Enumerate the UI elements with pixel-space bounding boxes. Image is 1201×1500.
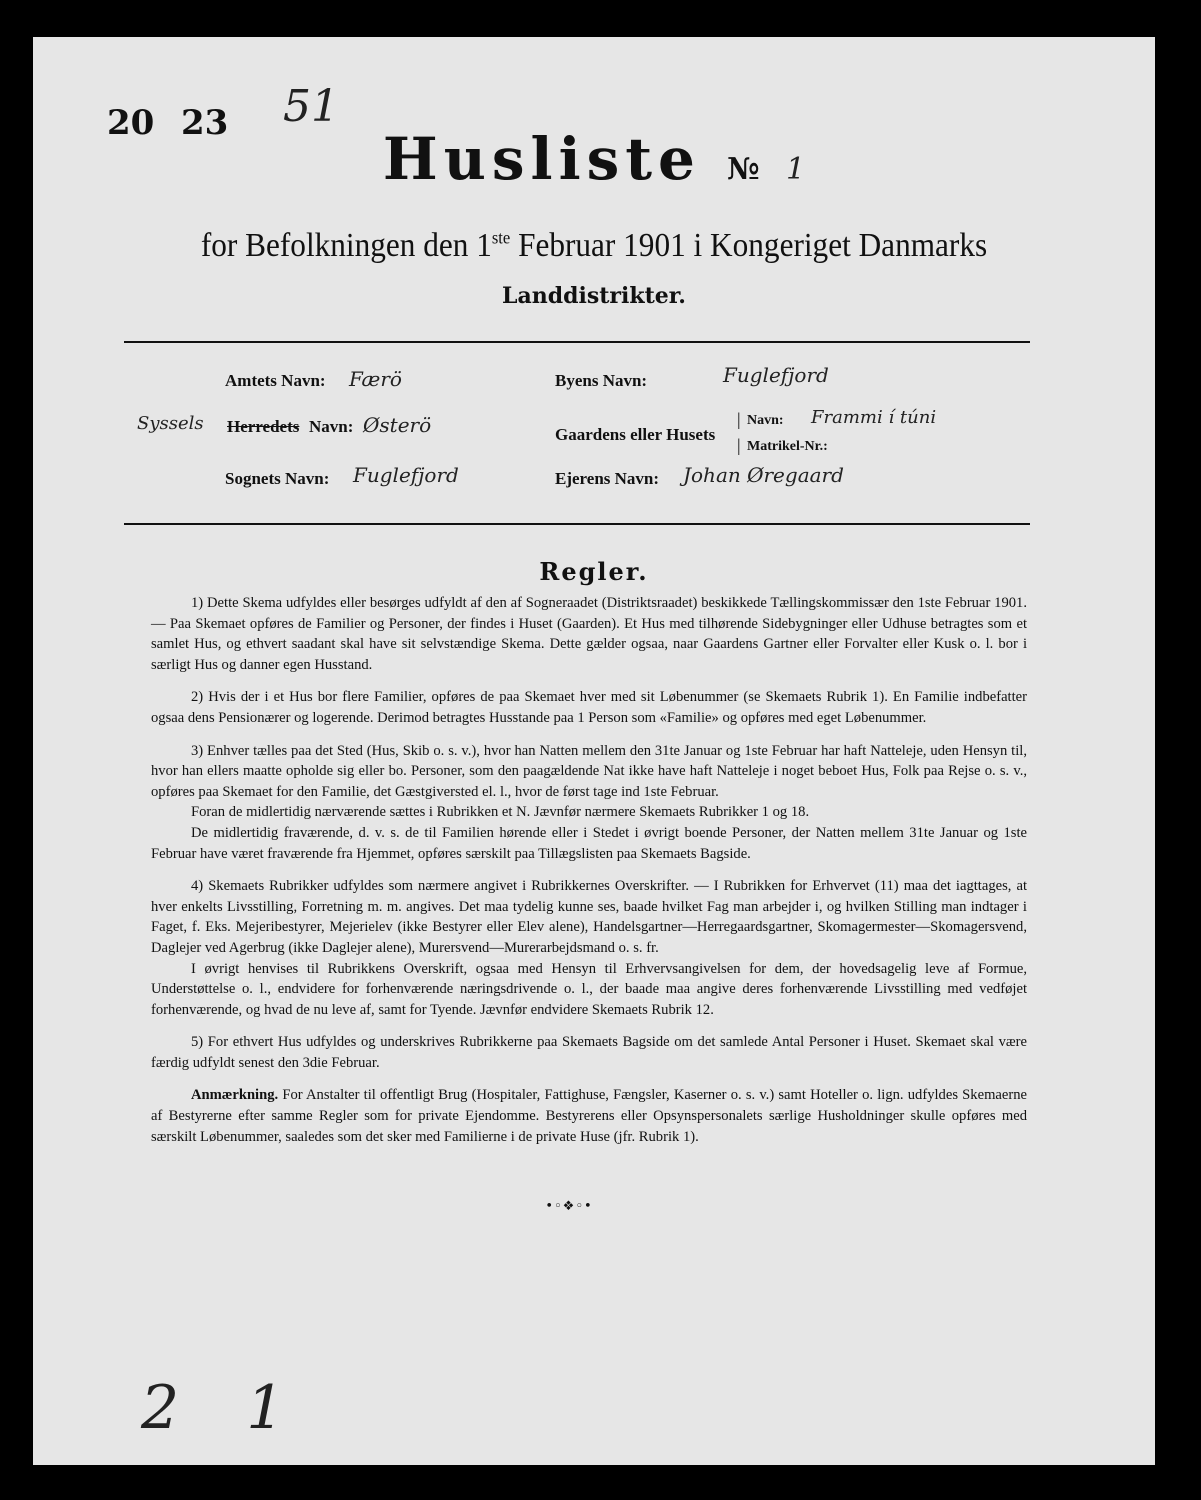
- gaard-label: Gaardens eller Husets: [555, 425, 716, 444]
- sogn-label: Sognets Navn:: [225, 469, 330, 488]
- house-number: 1: [785, 152, 806, 187]
- by-value: Fuglefjord: [723, 363, 829, 387]
- herred-value: Østerö: [363, 413, 432, 437]
- rule-4b: I øvrigt henvises til Rubrikkens Overskrift, ogsaa med Hensyn til Erhvervsangivelsen for dem, der hovedsagelig leve af Formue, Understøttelse o. l., endvidere for forhenværende næringsdrivende o. l., der baade maa angive deres forhenværende Livsstilling med vedføjet forhenværende, og hvad de nu leve af, samt for Tyende. Jævnfør endvidere Skemaets Rubrik 12.: [151, 960, 1027, 1018]
- gaard-navn-value: Frammi í túni: [811, 407, 937, 428]
- subtitle: [78, 227, 1110, 265]
- rule-2: 2) Hvis der i et Hus bor flere Familier, opføres de paa Skemaet hver med sit Løbenummer (se Skemaets Rubrik 1). En Familie indbefatter ogsaa dens Pensionærer og logerende. Derimod betragtes Husstande paa 1 Person som «Familie» og opføres med eget Løbenummer.: [151, 689, 1027, 726]
- handwritten-bottom: 2 1: [141, 1373, 309, 1443]
- number-sign: №: [727, 152, 760, 187]
- district-heading: Landdistrikter.: [502, 283, 686, 309]
- top-divider: [124, 341, 1030, 343]
- subtitle-post: Februar 1901 i Kongeriget Danmarks: [510, 227, 988, 264]
- census-form-page: [33, 37, 1155, 1465]
- bottom-divider: [124, 523, 1030, 525]
- matrikel-label: Matrikel-Nr.:: [747, 439, 828, 454]
- rule-note: [151, 1085, 1027, 1147]
- ornament: •◦❖◦•: [545, 1199, 593, 1214]
- amt-value: Færö: [349, 367, 402, 391]
- rule-5: 5) For ethvert Hus udfyldes og underskrives Rubrikkerne paa Skemaets Bagside om det samlede Antal Personer i Huset. Skemaet skal være færdig udfyldt senest den 3die Februar.: [151, 1034, 1027, 1071]
- ejer-label: Ejerens Navn:: [555, 469, 660, 488]
- gaard-bracket-top: |: [737, 409, 741, 429]
- form-number-right: 23: [181, 103, 229, 143]
- rule-4: 4) Skemaets Rubrikker udfyldes som nærmere angivet i Rubrikkernes Overskrifter. — I Rubrikken for Erhvervet (11) maa det iagttages, at hver enkelts Livsstilling, Forretning m. m. angives. Det maa tydelig kunne ses, baade hvilket Fag man arbejder i, og hvilken Stilling man indtager i Faget, f. Eks. Mejeribestyrer, Mejerielev (ikke Bestyrer eller Elev alene), Handelsgartner—Herregaardsgartner, Skomagermester—Skomagersvend, Daglejer ved Agerbrug (ikke Daglejer alene), Murersvend—Murerarbejdsmand o. s. fr.: [151, 878, 1027, 956]
- syssel-prefix: Syssels: [137, 413, 204, 434]
- handwritten-number: 51: [283, 81, 339, 132]
- note-text: For Anstalter til offentligt Brug (Hospitaler, Fattighuse, Fængsler, Kaserner o. s. v.) samt Hoteller o. lign. udfyldes Skemaerne af Bestyrerne efter samme Regler som for private Ejendomme. Bestyrerens eller Opsynspersonalets særlige Husholdninger skulle opføres med særskilt Løbenummer, saaledes som det sker med Familierne i de private Huse (jfr. Rubrik 1).: [151, 1087, 1028, 1145]
- rule-3b: Foran de midlertidig nærværende sættes i Rubrikken et N. Jævnfør nærmere Skemaets Rubrikker 1 og 18.: [191, 804, 810, 821]
- gaard-navn-label: Navn:: [747, 413, 784, 428]
- note-label: Anmærkning.: [191, 1087, 279, 1104]
- herred-label: Navn:: [309, 417, 354, 436]
- by-label: Byens Navn:: [555, 371, 648, 390]
- amt-label: Amtets Navn:: [225, 371, 326, 390]
- subtitle-sup: ste: [491, 227, 511, 248]
- sogn-value: Fuglefjord: [353, 463, 459, 487]
- page-title: [33, 125, 1155, 193]
- form-number-left: 20: [107, 103, 155, 143]
- gaard-bracket-bottom: |: [737, 435, 741, 455]
- rules-heading: Regler.: [539, 557, 649, 586]
- rule-1: 1) Dette Skema udfyldes eller besørges udfyldt af den af Sogneraadet (Distriktsraadet) beskikkede Tællingskommissær den 1ste Februar 1901. — Paa Skemaet opføres de Familier og Personer, der findes i Huset (Gaarden). Et Hus med tilhørende Sidebygninger eller Udhuse betragtes som et samlet Hus, og ethvert saadant skal have sit selvstændige Skema. Dette gælder ogsaa, naar Gaardens Gartner eller Forvalter eller Kusk o. l. bor i særligt Hus og danner egen Husstand.: [151, 595, 1027, 673]
- rule-3c: De midlertidig fraværende, d. v. s. de til Familien hørende eller i Stedet i øvrigt boende Personer, der Natten mellem 31te Januar og 1ste Februar have været fraværende fra Hjemmet, opføres særskilt paa Tillægslisten paa Skemaets Bagside.: [151, 824, 1027, 862]
- herred-struck: Herredets: [227, 417, 300, 436]
- rules-body: [151, 593, 1027, 1159]
- ejer-value: Johan Øregaard: [683, 463, 844, 487]
- title-text: Husliste: [382, 125, 701, 193]
- subtitle-pre: for Befolkningen den 1: [200, 227, 492, 264]
- rule-3: 3) Enhver tælles paa det Sted (Hus, Skib o. s. v.), hvor han Natten mellem den 31te Januar og 1ste Februar har haft Natteleje, uden Hensyn til, hvor han ellers maatte opholde sig eller bo. Personer, som den paagældende Nat ikke have haft Natteleje i noget beboet Hus, Folk paa Rejse o. s. v., opføres paa Skemaet for den Familie, det Gæstgiversted el. l., hvor de først tage ind 1ste Februar.: [151, 742, 1027, 800]
